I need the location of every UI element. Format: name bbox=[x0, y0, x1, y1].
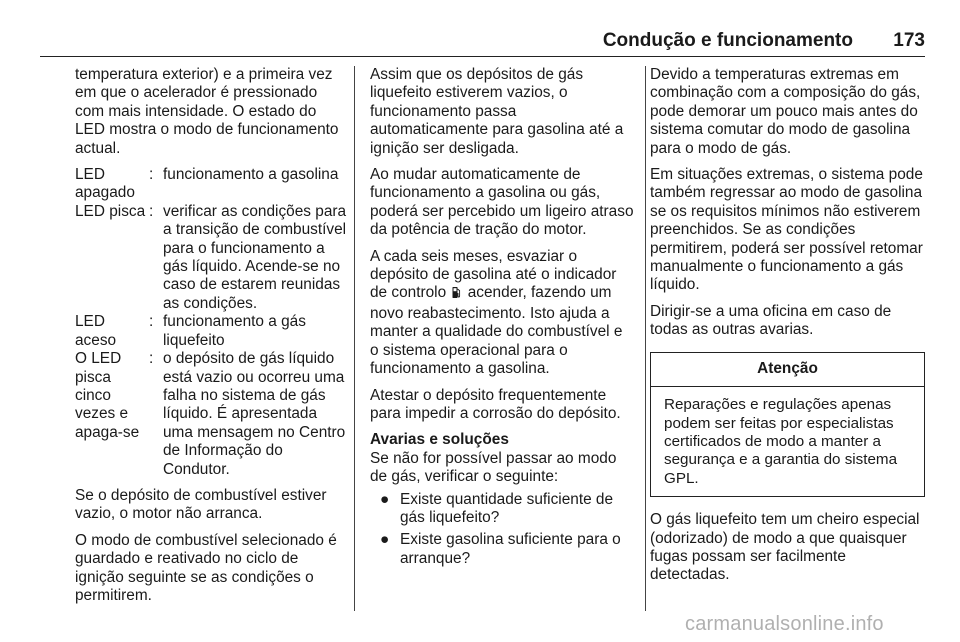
page-number: 173 bbox=[893, 30, 925, 51]
bullet-icon: ● bbox=[380, 531, 390, 549]
intro-paragraph: temperatura exterior) e a primeira vez em que o acelerador é pressionado com mais intensidade. O estado do LED mostra o modo de funcionamento actual. bbox=[75, 66, 339, 157]
column-divider bbox=[645, 66, 646, 611]
colon: : bbox=[149, 166, 154, 184]
warning-title: Atenção bbox=[651, 353, 924, 387]
text-segment: A cada seis meses, esvaziar o depósito de gasolina até o indicador de controlo bbox=[370, 247, 617, 302]
colon: : bbox=[149, 313, 154, 331]
page-header bbox=[40, 30, 925, 56]
paragraph: Devido a temperaturas extremas em combinação com a composição do gás, pode demorar um pouco mais antes do sistema comutar do modo de gasolina para o modo de gás. bbox=[650, 66, 921, 157]
paragraph: Ao mudar automaticamente de funcionamento a gasolina ou gás, poderá ser percebido um ligeiro atraso da potência de tração do motor. bbox=[370, 166, 634, 239]
led-state-row bbox=[75, 313, 347, 350]
empty-tank-paragraph: Se o depósito de combustível estiver vazio, o motor não arranca. bbox=[75, 486, 327, 523]
list-item-text: Existe quantidade suficiente de gás liquefeito? bbox=[400, 490, 614, 526]
colon: : bbox=[149, 202, 154, 220]
paragraph: Dirigir-se a uma oficina em caso de todas as outras avarias. bbox=[650, 302, 892, 339]
faults-intro: Se não for possível passar ao modo de gás, verificar o seguinte: bbox=[370, 449, 617, 486]
led-state-table bbox=[75, 166, 347, 479]
watermark: carmanualsonline.info bbox=[685, 613, 884, 635]
warning-text: Reparações e regulações apenas podem ser feitas por especialistas certificados de modo a manter a segurança e a garantia do sistema GPL. bbox=[664, 396, 898, 487]
faults-heading: Avarias e soluções bbox=[370, 431, 509, 449]
fuel-pump-icon bbox=[452, 286, 461, 304]
led-state-row bbox=[75, 350, 347, 479]
column-right bbox=[650, 66, 925, 593]
led-state-term: LED apagado bbox=[75, 166, 135, 202]
led-state-desc: verificar as condições para a transição de combustível para o funcionamento a gás líquido. Acende-se no caso de estarem reunidas as condições. bbox=[163, 202, 347, 312]
led-state-row bbox=[75, 203, 347, 313]
paragraph: O gás liquefeito tem um cheiro especial (odorizado) de modo a que quaisquer fugas possam ser facilmente detectadas. bbox=[650, 511, 920, 584]
paragraph-with-icon bbox=[370, 248, 635, 379]
list-item bbox=[370, 491, 635, 528]
led-state-term: LED pisca bbox=[75, 202, 146, 220]
column-left bbox=[75, 66, 347, 613]
text-segment: acender, fazendo um novo reabastecimento. Isto ajuda a manter a qualidade do combustível e o sistema operacional para o funcionamento a gasolina. bbox=[370, 284, 623, 378]
column-middle bbox=[370, 66, 635, 572]
bullet-icon: ● bbox=[380, 490, 390, 508]
list-item bbox=[370, 531, 635, 568]
led-state-row bbox=[75, 166, 347, 203]
led-state-desc: funcionamento a gasolina bbox=[163, 166, 339, 184]
header-rule bbox=[40, 56, 925, 57]
fuel-mode-paragraph: O modo de combustível selecionado é guardado e reativado no ciclo de ignição seguinte se as condições o permitirem. bbox=[75, 531, 337, 604]
paragraph: Atestar o depósito frequentemente para impedir a corrosão do depósito. bbox=[370, 386, 621, 422]
colon: : bbox=[149, 350, 154, 368]
warning-box bbox=[650, 352, 925, 497]
paragraph: Assim que os depósitos de gás liquefeito estiverem vazios, o funcionamento passa automaticamente para gasolina até a ignição ser desligada. bbox=[370, 66, 624, 157]
paragraph: Em situações extremas, o sistema pode também regressar ao modo de gasolina se os requisitos mínimos não estiverem preenchidos. Se as condições permitirem, poderá ser possível retomar manualmente o funcionamento a gás líquido. bbox=[650, 166, 923, 294]
list-item-text: Existe gasolina suficiente para o arranque? bbox=[400, 531, 621, 567]
column-divider bbox=[354, 66, 355, 611]
section-title: Condução e funcionamento bbox=[602, 30, 853, 51]
led-state-term: O LED pisca cinco vezes e apaga-se bbox=[75, 350, 140, 441]
led-state-desc: o depósito de gás líquido está vazio ou ocorreu uma falha no sistema de gás líquido. É apresentada uma mensagem no Centro de Informação do Condutor. bbox=[163, 350, 346, 478]
checklist bbox=[370, 491, 635, 569]
led-state-term: LED aceso bbox=[75, 313, 117, 349]
led-state-desc: funcionamento a gás liquefeito bbox=[163, 313, 306, 349]
